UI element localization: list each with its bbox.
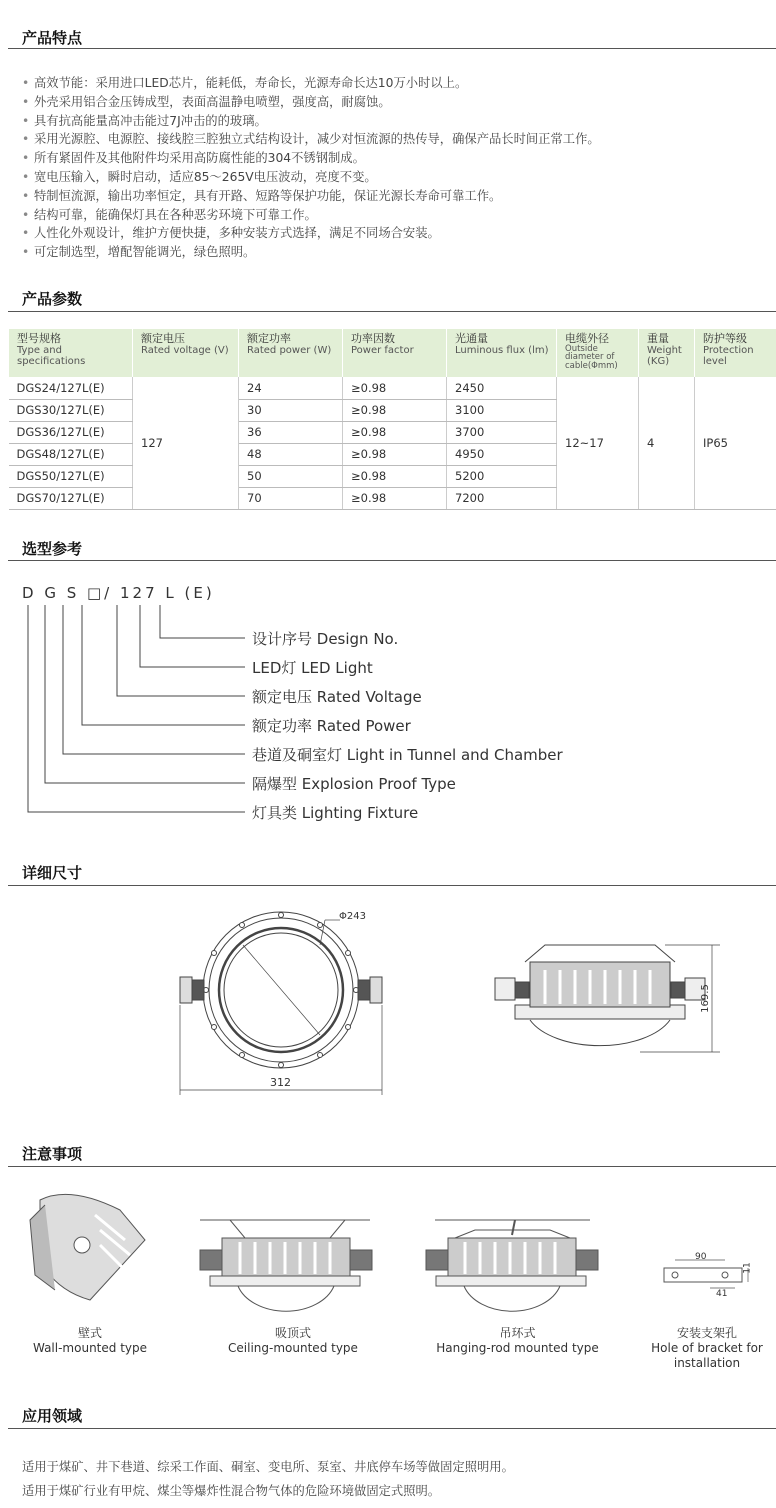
cell-voltage: 127 xyxy=(133,377,239,509)
application-title: 应用领域 xyxy=(22,1407,83,1425)
legend-rated-voltage: 额定电压 Rated Voltage xyxy=(252,688,422,706)
cell-model: DGS30/127L(E) xyxy=(9,399,133,421)
cell-power: 24 xyxy=(239,377,343,399)
side-view-drawing xyxy=(495,945,720,1052)
dim-height: 169.5 xyxy=(699,984,711,1013)
section-divider xyxy=(8,311,776,312)
cell-power: 70 xyxy=(239,487,343,509)
cell-pf: ≥0.98 xyxy=(343,421,447,443)
section-divider xyxy=(8,885,776,886)
feature-item: • 所有紧固件及其他附件均采用高防腐性能的304不锈钢制成。 xyxy=(22,149,772,168)
col-header-weight: 重量 Weight (KG) xyxy=(639,329,695,377)
dim-diameter: Φ243 xyxy=(339,911,366,922)
feature-item: • 具有抗高能量高冲击能过7J冲击的的玻璃。 xyxy=(22,112,772,131)
dimensions-title: 详细尺寸 xyxy=(22,864,83,882)
bracket-dim-b: 41 xyxy=(716,1289,728,1299)
cell-flux: 7200 xyxy=(447,487,557,509)
col-header-pf: 功率因数 Power factor xyxy=(343,329,447,377)
col-header-cable: 电缆外径 Outside diameter of cable(Φmm) xyxy=(557,329,639,377)
cell-pf: ≥0.98 xyxy=(343,465,447,487)
col-header-model: 型号规格 Type and specifications xyxy=(9,329,133,377)
hanging-rod-drawing xyxy=(426,1220,598,1311)
cell-pf: ≥0.98 xyxy=(343,399,447,421)
section-divider xyxy=(8,1428,776,1429)
legend-led-light: LED灯 LED Light xyxy=(252,659,373,677)
col-header-voltage: 额定电压 Rated voltage (V) xyxy=(133,329,239,377)
cell-power: 50 xyxy=(239,465,343,487)
install-hanging: 吊环式 Hanging-rod mounted type xyxy=(436,1326,599,1355)
installation-drawings xyxy=(0,1180,776,1320)
features-list xyxy=(22,74,772,262)
bracket-dim-c: 11 xyxy=(742,1262,753,1274)
table-header-row xyxy=(9,329,776,377)
cell-power: 48 xyxy=(239,443,343,465)
features-title: 产品特点 xyxy=(22,29,83,47)
cell-flux: 5200 xyxy=(447,465,557,487)
cell-model: DGS24/127L(E) xyxy=(9,377,133,399)
legend-explosion-proof: 隔爆型 Explosion Proof Type xyxy=(252,775,456,793)
cell-model: DGS70/127L(E) xyxy=(9,487,133,509)
cell-flux: 2450 xyxy=(447,377,557,399)
section-divider xyxy=(8,48,776,49)
feature-item: • 特制恒流源，输出功率恒定，具有开路、短路等保护功能，保证光源长寿命可靠工作。 xyxy=(22,187,772,206)
front-view-drawing xyxy=(180,912,382,1095)
cell-flux: 3700 xyxy=(447,421,557,443)
install-ceiling: 吸顶式 Ceiling-mounted type xyxy=(228,1326,358,1355)
cell-weight: 4 xyxy=(639,377,695,509)
section-divider xyxy=(8,560,776,561)
cell-cable: 12~17 xyxy=(557,377,639,509)
feature-item: • 宽电压输入，瞬时启动，适应85～265V电压波动，亮度不变。 xyxy=(22,168,772,187)
legend-design-no: 设计序号 Design No. xyxy=(252,630,399,648)
cell-pf: ≥0.98 xyxy=(343,377,447,399)
cell-pf: ≥0.98 xyxy=(343,443,447,465)
col-header-flux: 光通量 Luminous flux (lm) xyxy=(447,329,557,377)
legend-tunnel-light: 巷道及硐室灯 Light in Tunnel and Chamber xyxy=(252,746,563,764)
cell-pf: ≥0.98 xyxy=(343,487,447,509)
cell-flux: 4950 xyxy=(447,443,557,465)
application-line: 适用于煤矿行业有甲烷、煤尘等爆炸性混合物气体的危险环境做固定式照明。 xyxy=(22,1484,441,1498)
col-header-power: 额定功率 Rated power (W) xyxy=(239,329,343,377)
params-title: 产品参数 xyxy=(22,290,83,308)
dimension-drawing xyxy=(0,900,776,1110)
bracket-dim-a: 90 xyxy=(695,1252,707,1262)
feature-item: • 可定制选型，增配智能调光，绿色照明。 xyxy=(22,243,772,262)
feature-item: • 人性化外观设计，维护方便快捷，多种安装方式选择，满足不同场合安装。 xyxy=(22,224,772,243)
selection-title: 选型参考 xyxy=(22,540,83,558)
model-code: D G S □/ 127 L (E) xyxy=(22,584,215,602)
ceiling-mounted-drawing xyxy=(200,1220,372,1311)
cell-model: DGS50/127L(E) xyxy=(9,465,133,487)
bracket-drawing xyxy=(664,1260,748,1288)
cell-model: DGS36/127L(E) xyxy=(9,421,133,443)
dim-width: 312 xyxy=(270,1076,291,1089)
legend-lines xyxy=(0,600,260,820)
install-bracket-hole: 安装支架孔 Hole of bracket for installation xyxy=(651,1326,763,1370)
feature-item: • 外壳采用铝合金压铸成型，表面高温静电喷塑，强度高，耐腐蚀。 xyxy=(22,93,772,112)
cell-flux: 3100 xyxy=(447,399,557,421)
col-header-protection: 防护等级 Protection level xyxy=(695,329,776,377)
feature-item: • 高效节能：采用进口LED芯片，能耗低，寿命长，光源寿命长达10万小时以上。 xyxy=(22,74,772,93)
legend-lighting-fixture: 灯具类 Lighting Fixture xyxy=(252,804,419,822)
section-divider xyxy=(8,1166,776,1167)
cell-power: 30 xyxy=(239,399,343,421)
feature-item: • 结构可靠，能确保灯具在各种恶劣环境下可靠工作。 xyxy=(22,206,772,225)
params-table xyxy=(8,329,776,510)
legend-rated-power: 额定功率 Rated Power xyxy=(252,717,411,735)
cell-power: 36 xyxy=(239,421,343,443)
table-row xyxy=(9,377,776,399)
cell-protection: IP65 xyxy=(695,377,776,509)
application-line: 适用于煤矿、井下巷道、综采工作面、硐室、变电所、泵室、井底停车场等做固定照明用。 xyxy=(22,1460,514,1474)
cell-model: DGS48/127L(E) xyxy=(9,443,133,465)
install-wall: 壁式 Wall-mounted type xyxy=(32,1326,148,1355)
feature-item: • 采用光源腔、电源腔、接线腔三腔独立式结构设计，减少对恒流源的热传导，确保产品长时间正常工作。 xyxy=(22,130,772,149)
notes-title: 注意事项 xyxy=(22,1145,83,1163)
wall-mounted-drawing xyxy=(30,1194,145,1300)
